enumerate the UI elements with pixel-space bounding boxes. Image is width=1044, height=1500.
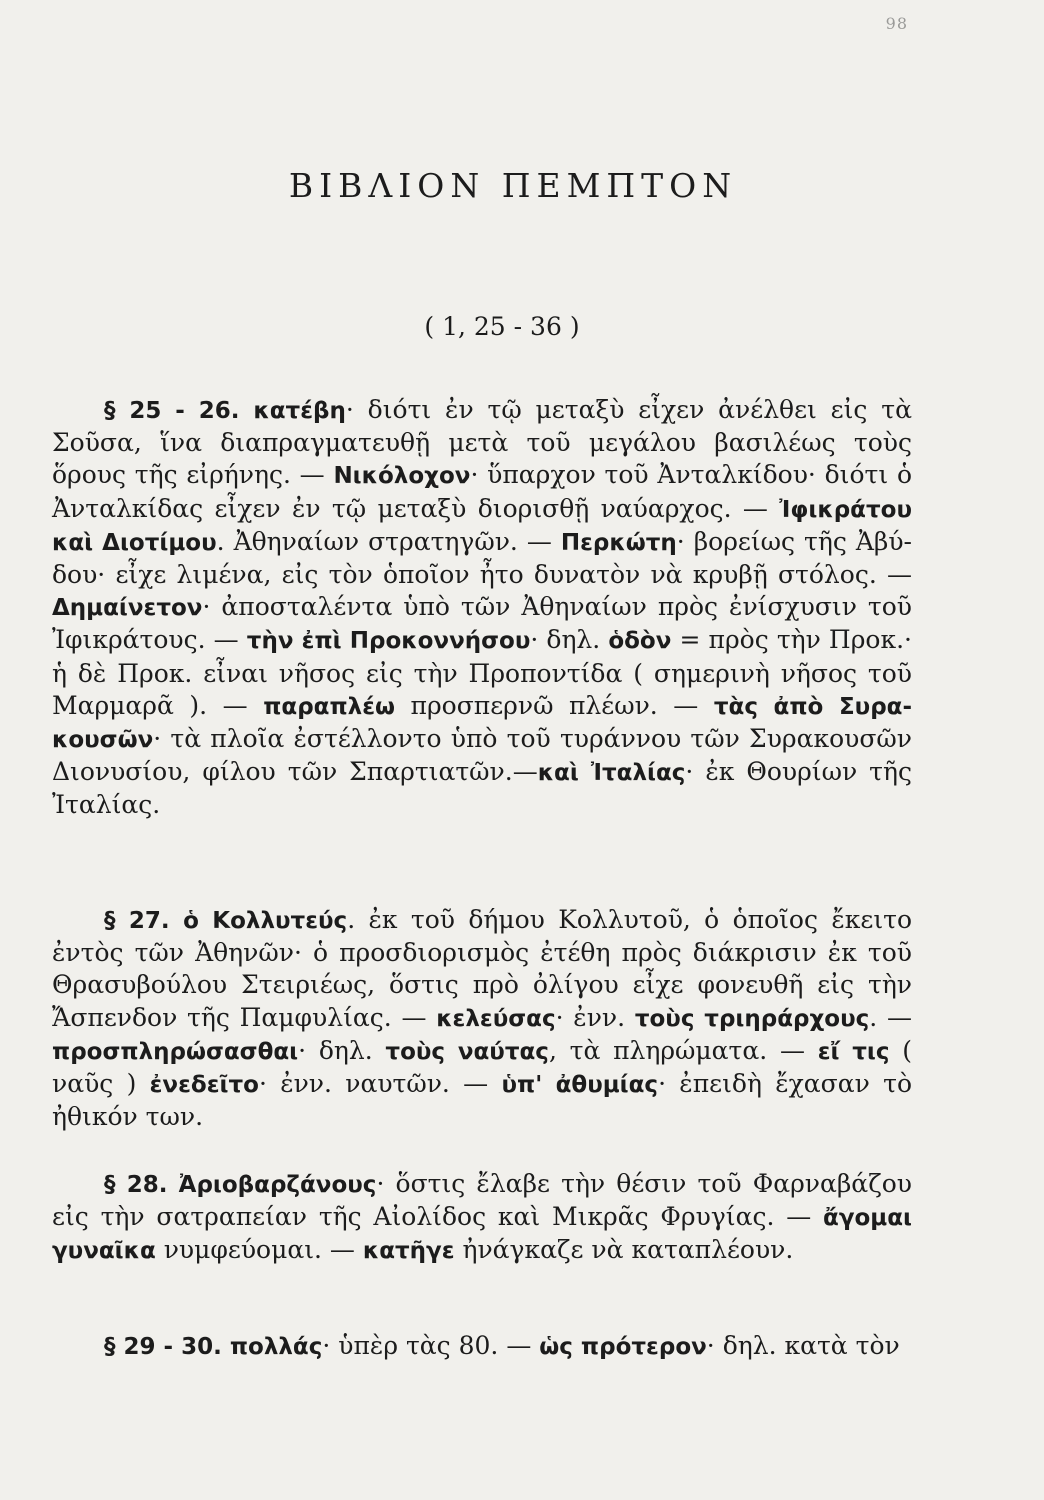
lemma: Δημαίνετον <box>52 595 203 622</box>
gloss: · ἐνν. ναυτῶν. — <box>258 1069 502 1099</box>
gloss: · βορείως τῆς Ἀβύδου· εἶχε λιμένα, εἰς τὸν ὁποῖον ἦτο δυνατὸν νὰ κρυβῇ στόλος. — <box>52 526 912 590</box>
gloss: . Ἀθηναίων στρατηγῶν. — <box>216 526 561 556</box>
gloss: · ἐνν. <box>555 1002 635 1032</box>
paragraph <box>52 1168 912 1268</box>
lemma: τὴν ἐπὶ Προκοννήσου <box>246 628 531 655</box>
gloss: · δηλ. κατὰ τὸν <box>706 1331 900 1360</box>
gloss: · ὑπὲρ τὰς 80. — <box>322 1331 540 1360</box>
lemma: προσπληρώσασθαι <box>52 1038 299 1065</box>
lemma: ὡς πρότερον <box>539 1334 707 1360</box>
lemma: κατῆγε <box>362 1238 455 1265</box>
gloss: · ἀποσταλέντα ὑπὸ τῶν Ἀθηναίων πρὸς ἐνίσχυσιν τοῦ Ἰφικράτους. — <box>52 592 912 655</box>
lemma: τοὺς τριηράρχους <box>634 1005 870 1032</box>
lemma: ὁδὸν <box>608 628 672 655</box>
lemma: κελεύσας <box>436 1005 556 1032</box>
section-range: ( 1, 25 - 36 ) <box>424 312 580 341</box>
gloss: · δηλ. <box>298 1035 386 1065</box>
section-27 <box>52 904 912 1133</box>
gloss: ἠνάγκαζε νὰ καταπλέουν. <box>454 1235 794 1265</box>
lemma: ὑπ' ἀθυμίας <box>501 1072 659 1099</box>
lemma: Περκώτη <box>560 529 677 556</box>
gloss: · ὕπαρχον τοῦ Ἀνταλκίδου· διότι ὁ Ἀνταλκίδας εἶχεν ἐν τῷ μεταξὺ διορισθῇ ναύαρχος. — <box>52 460 912 523</box>
lemma: εἴ τις <box>817 1038 890 1065</box>
gloss: · ὅστις ἔλαβε τὴν θέσιν τοῦ Φαρναβάζου εἰς τὴν σατραπείαν τῆς Αἰολίδος καὶ Μικρᾶς Φρυγίας. — <box>52 1169 912 1232</box>
gloss: . — <box>869 1002 912 1032</box>
paragraph <box>52 1330 912 1363</box>
lemma: καὶ Ἰταλίας <box>537 760 686 787</box>
lemma: Ἰφικράτου καὶ Διοτίμου <box>52 496 912 556</box>
gloss: = πρὸς τὴν Προκ.· ἡ δὲ Προκ. εἶναι νῆσος εἰς τὴν Προποντίδα ( σημερινὴ νῆσος τοῦ Μαρμαρᾶ ). — <box>52 625 912 720</box>
lemma: ἐνεδεῖτο <box>149 1072 259 1099</box>
paragraph <box>52 394 912 822</box>
gloss: , τὰ πληρώματα. — <box>548 1035 818 1065</box>
gloss: νυμφεύομαι. — <box>155 1235 363 1265</box>
section-29-30 <box>52 1330 912 1363</box>
gloss: προσπερνῶ πλέων. — <box>395 690 714 720</box>
lemma: παραπλέω <box>263 693 396 720</box>
gloss: · ἐκ Θουρίων τῆς Ἰταλίας. <box>52 757 912 820</box>
gloss: · διότι ἐν τῷ μεταξὺ εἶχεν ἀνέλθει εἰς τὰ Σοῦσα, ἵνα διαπραγματευθῇ μετὰ τοῦ μεγάλου βασιλέως τοὺς ὅρους τῆς εἰρήνης. — <box>52 395 912 490</box>
book-title: ΒΙΒΛΙΟΝ ΠΕΜΠΤΟΝ <box>288 166 738 205</box>
section-mark-lemma: § 29 - 30. πολλάς <box>104 1334 323 1360</box>
gloss: · δηλ. <box>530 625 609 655</box>
section-mark-lemma: § 27. ὁ Κολλυτεύς <box>104 908 348 934</box>
gloss: · ἐπειδὴ ἔχασαν τὸ ἠθικόν των. <box>52 1069 912 1132</box>
page-corner-number: 98 <box>885 14 908 33</box>
section-mark-lemma: § 28. Ἀριοβαρζάνους <box>104 1172 377 1198</box>
paragraph <box>52 904 912 1133</box>
section-mark: § 25 - 26. <box>104 398 254 424</box>
section-25-26 <box>52 394 912 822</box>
lemma: τοὺς ναύτας <box>385 1038 549 1065</box>
lemma: κατέβη <box>253 398 346 424</box>
gloss: · τὰ πλοῖα ἐστέλλοντο ὑπὸ τοῦ τυράννου τῶν Συρακουσῶν Διονυσίου, φίλου τῶν Σπαρτιατῶν.— <box>52 724 912 787</box>
lemma: Νικόλοχον <box>333 463 471 490</box>
gloss: ( ναῦς ) <box>52 1035 913 1099</box>
lemma: τὰς ἀπὸ Συρακουσῶν <box>52 693 913 754</box>
lemma: ἄγομαι γυναῖκα <box>52 1205 912 1265</box>
section-28 <box>52 1168 912 1268</box>
gloss: . ἐκ τοῦ δήμου Κολλυτοῦ, ὁ ὁποῖος ἔκειτο ἐντὸς τῶν Ἀθηνῶν· ὁ προσδιορισμὸς ἐτέθη πρὸς διάκρισιν ἐκ τοῦ Θρασυβούλου Στειριέως, ὅστις πρὸ ὀλίγου εἶχε φονευθῆ εἰς τὴν Ἄσπενδον τῆς Παμφυλίας. — <box>52 905 913 1032</box>
